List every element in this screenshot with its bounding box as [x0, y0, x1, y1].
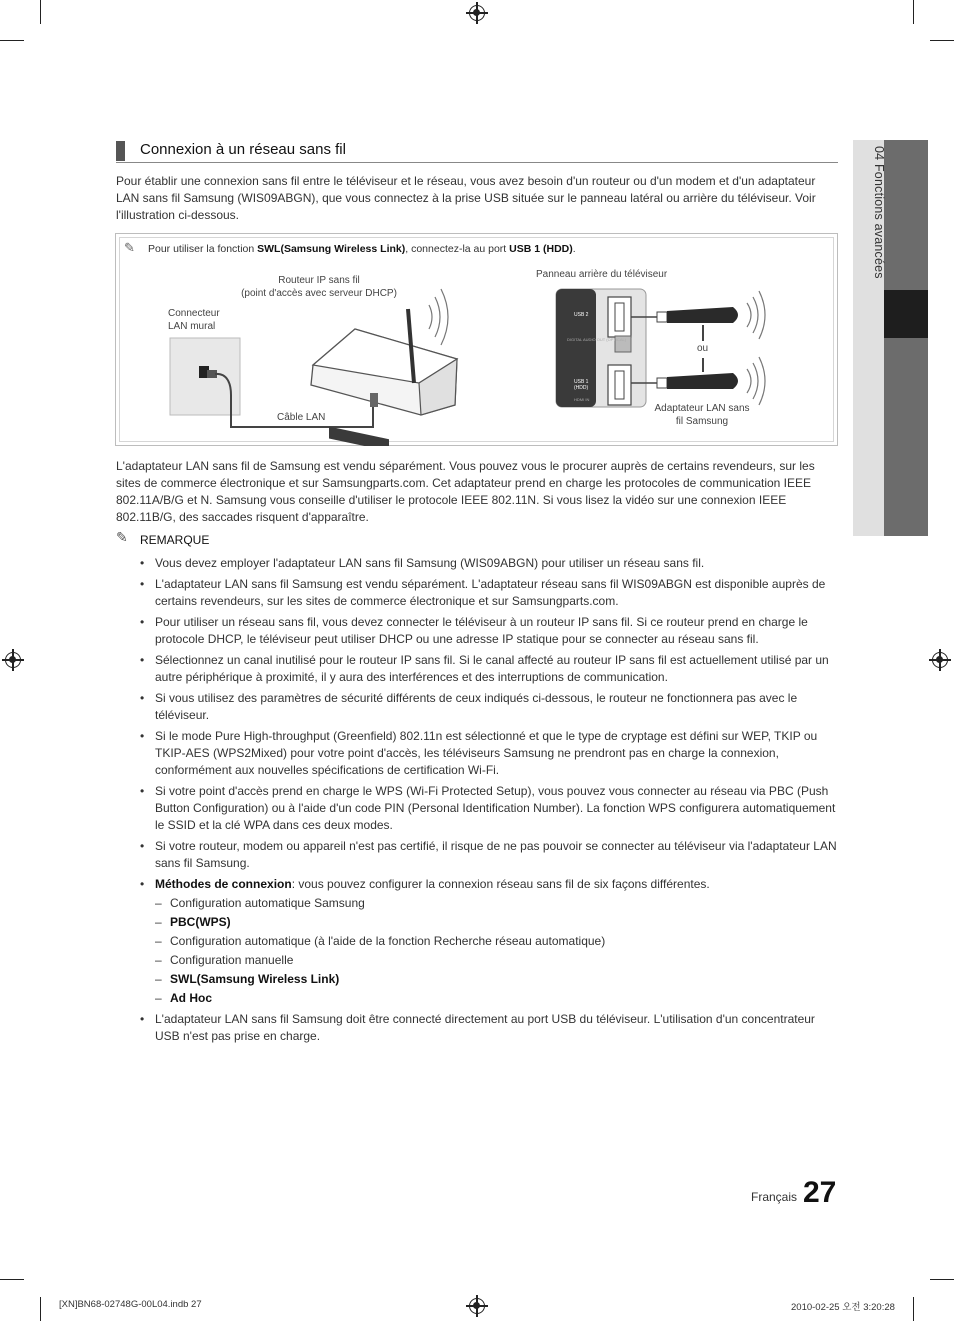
- crop-mark: [930, 1279, 954, 1280]
- tv-panel-label: Panneau arrière du téléviseur: [536, 269, 668, 280]
- list-item: • Si votre point d'accès prend en charge le WPS (Wi-Fi Protected Setup), vous pouvez vous connecter au réseau via PBC (Push Button Configuration) ou à l'aide d'un code PIN (Personal Identification Number). La fonction WPS configurera automatiquement le SSID et la clé WPA dans ces deux modes.: [140, 783, 840, 834]
- registration-mark-icon: [5, 652, 21, 668]
- list-item: • Si votre routeur, modem ou appareil n'est pas certifié, il risque de ne pas pouvoir se connecter au téléviseur via l'adaptateur LAN sans fil Samsung.: [140, 838, 840, 872]
- registration-mark-icon: [932, 652, 948, 668]
- page-number: 27: [803, 1176, 837, 1209]
- method-item: – SWL(Samsung Wireless Link): [155, 971, 840, 988]
- list-item: • Pour utiliser un réseau sans fil, vous devez connecter le téléviseur à un routeur IP sans fil. Si ce routeur prend en charge le protocole DHCP, le téléviseur peut utiliser DHCP ou une adresse IP statique pour se connecter au réseau sans fil.: [140, 614, 840, 648]
- list-item: • L'adaptateur LAN sans fil Samsung doit être connecté directement au port USB du téléviseur. L'utilisation d'un concentrateur USB n'est pas prise en charge.: [140, 1011, 840, 1045]
- methods-list: [155, 895, 840, 1007]
- method-item: – Configuration automatique Samsung: [155, 895, 840, 912]
- crop-mark: [0, 40, 24, 41]
- registration-mark-icon: [469, 5, 485, 21]
- remark-list: [140, 555, 840, 1049]
- or-label: ou: [697, 343, 709, 354]
- chapter-tab: [884, 140, 928, 290]
- hdd-port-label: (HDD): [574, 385, 589, 391]
- usb2-port-label: USB 2: [574, 312, 589, 318]
- list-item: • Si vous utilisez des paramètres de sécurité différents de ceux indiqués ci-dessous, le routeur ne fonctionnera pas avec le téléviseur.: [140, 690, 840, 724]
- list-item: • Méthodes de connexion: vous pouvez configurer la connexion réseau sans fil de six façons différentes. – Configuration automatique Samsung – PBC(WPS) – Configuration automatique (à l'aide de la fonction Recherche réseau automatique) – Configuration manuelle – SWL(Samsung Wireless Link) – Ad Hoc: [140, 876, 840, 1007]
- heading-rule: [116, 162, 838, 163]
- list-item: • L'adaptateur LAN sans fil Samsung est vendu séparément. L'adaptateur réseau sans fil WIS09ABGN est disponible auprès de certains revendeurs, sur les sites de commerce électronique et sur Samsungparts.com.: [140, 576, 840, 610]
- crop-mark: [930, 40, 954, 41]
- print-timestamp: 2010-02-25 오전 3:20:28: [791, 1302, 895, 1313]
- crop-mark: [40, 1297, 41, 1321]
- registration-mark-icon: [469, 1298, 485, 1314]
- chapter-tab-active: [884, 290, 928, 338]
- note-pencil-icon: ✎: [116, 529, 128, 545]
- crop-mark: [40, 0, 41, 24]
- list-item: • Sélectionnez un canal inutilisé pour le routeur IP sans fil. Si le canal affecté au routeur IP sans fil est actuellement utilisé par un autre périphérique à proximité, il y aura des interférences et des interruptions de communication.: [140, 652, 840, 686]
- footer-language: Français: [751, 1190, 798, 1204]
- method-item: – Ad Hoc: [155, 990, 840, 1007]
- chapter-tab: [884, 338, 928, 536]
- method-item: – Configuration manuelle: [155, 952, 840, 969]
- chapter-label: 04 Fonctions avancées: [872, 146, 886, 279]
- cable-label: Câble LAN: [277, 412, 326, 423]
- note-pencil-icon: ✎: [124, 240, 135, 255]
- print-file-info: [XN]BN68-02748G-00L04.indb 27: [59, 1299, 202, 1310]
- remark-heading: REMARQUE: [140, 533, 210, 547]
- crop-mark: [913, 0, 914, 24]
- digital-audio-port-label: DIGITAL AUDIO OUT (OPTICAL): [567, 337, 627, 342]
- section-title: Connexion à un réseau sans fil: [140, 141, 346, 158]
- usb1-port-label: USB 1: [574, 379, 589, 385]
- wall-connector-label: Connecteur LAN mural: [168, 308, 220, 332]
- figure-note: Pour utiliser la fonction SWL(Samsung Wireless Link), connectez-la au port USB 1 (HDD).: [148, 243, 576, 255]
- method-item: – Configuration automatique (à l'aide de la fonction Recherche réseau automatique): [155, 933, 840, 950]
- intro-paragraph: Pour établir une connexion sans fil entre le téléviseur et le réseau, vous avez besoin d'un routeur ou d'un modem et d'un adaptateur LAN sans fil Samsung (WIS09ABGN), que vous connectez à la prise USB située sur le panneau latéral ou arrière du téléviseur. Voir l'illustration ci-dessous.: [116, 174, 816, 222]
- adapter-paragraph: L'adaptateur LAN sans fil de Samsung est vendu séparément. Vous pouvez vous le procurer auprès de certains revendeurs, sur les sites de commerce électronique et sur Samsungparts.com. Cet adaptateur prend en charge les protocoles de communication IEEE 802.11A/B/G et N. Samsung vous conseille d'utiliser le protocole IEEE 802.11N. Si vous lisez la vidéo sur une connexion IEEE 802.11B/G, des saccades risquent d'apparaître.: [116, 459, 815, 524]
- hdmi-port-label: HDMI IN: [574, 397, 590, 402]
- router-label: Routeur IP sans fil (point d'accès avec serveur DHCP): [241, 275, 397, 299]
- crop-mark: [0, 1279, 24, 1280]
- method-item: – PBC(WPS): [155, 914, 840, 931]
- list-item: • Si le mode Pure High-throughput (Greenfield) 802.11n est sélectionné et que le type de cryptage est défini sur WEP, TKIP ou TKIP-AES (WPS2Mixed) pour votre point d'accès, les téléviseurs Samsung ne prendront pas en charge la connexion, conformément aux nouvelles spécifications de certification Wi-Fi.: [140, 728, 840, 779]
- heading-marker: [116, 141, 125, 161]
- adapter-label: Adaptateur LAN sans fil Samsung: [654, 403, 750, 427]
- list-item: • Vous devez employer l'adaptateur LAN sans fil Samsung (WIS09ABGN) pour utiliser un réseau sans fil.: [140, 555, 840, 572]
- crop-mark: [913, 1297, 914, 1321]
